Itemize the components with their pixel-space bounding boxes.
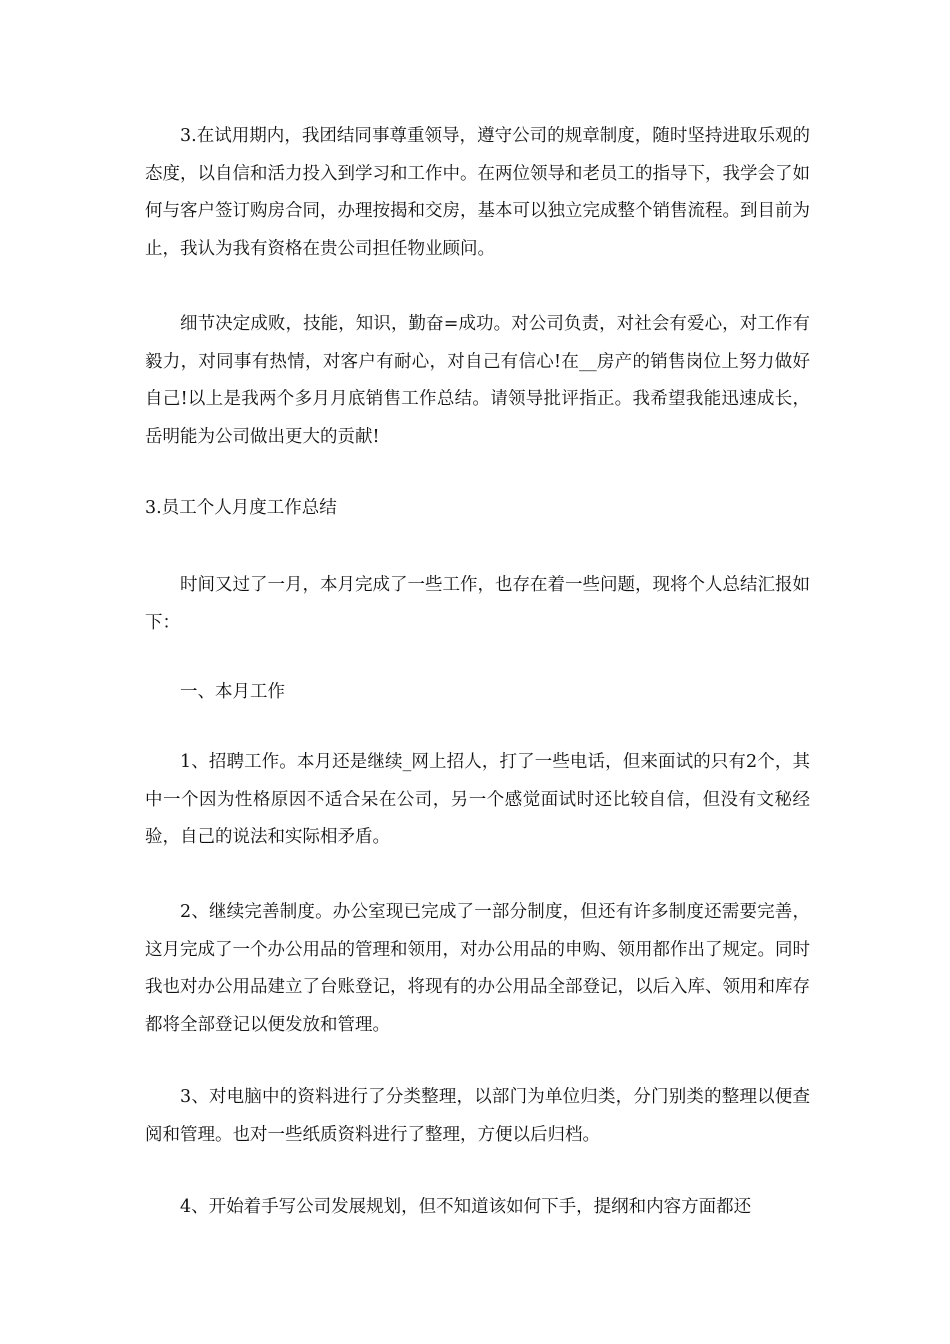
section-heading-monthly-summary: 3.员工个人月度工作总结 bbox=[145, 498, 337, 518]
paragraph-probation-summary: 3.在试用期内，我团结同事尊重领导，遵守公司的规章制度，随时坚持进取乐观的态度，以自信和活力投入到学习和工作中。在两位领导和老员工的指导下，我学会了如何与客户签订购房合同，办理按揭和交房，基本可以独立完成整个销售流程。到目前为止，我认为我有资格在贵公司担任物业顾问。 bbox=[145, 126, 810, 259]
paragraph-details-success: 细节决定成败，技能，知识，勤奋=成功。对公司负责，对社会有爱心，对工作有毅力，对同事有热情，对客户有耐心，对自己有信心!在__房产的销售岗位上努力做好自己!以上是我两个多月月底销售工作总结。请领导批评指正。我希望我能迅速成长，岳明能为公司做出更大的贡献! bbox=[145, 314, 810, 447]
paragraph-item-recruitment: 1、招聘工作。本月还是继续_网上招人，打了一些电话，但来面试的只有2个，其中一个因为性格原因不适合呆在公司，另一个感觉面试时还比较自信，但没有文秘经验，自己的说法和实际相矛盾。 bbox=[145, 752, 810, 847]
paragraph-item-development-plan: 4、开始着手写公司发展规划，但不知道该如何下手，提纲和内容方面都还 bbox=[180, 1197, 752, 1217]
paragraph-item-regulations: 2、继续完善制度。办公室现已完成了一部分制度，但还有许多制度还需要完善，这月完成了一个办公用品的管理和领用，对办公用品的申购、领用都作出了规定。同时我也对办公用品建立了台账登记，将现有的办公用品全部登记，以后入库、领用和库存都将全部登记以便发放和管理。 bbox=[145, 902, 810, 1035]
paragraph-item-file-organizing: 3、对电脑中的资料进行了分类整理，以部门为单位归类，分门别类的整理以便查阅和管理。也对一些纸质资料进行了整理，方便以后归档。 bbox=[145, 1087, 810, 1145]
paragraph-intro: 时间又过了一月，本月完成了一些工作，也存在着一些问题，现将个人总结汇报如下： bbox=[145, 575, 810, 633]
subheading-this-month-work: 一、本月工作 bbox=[180, 682, 285, 702]
